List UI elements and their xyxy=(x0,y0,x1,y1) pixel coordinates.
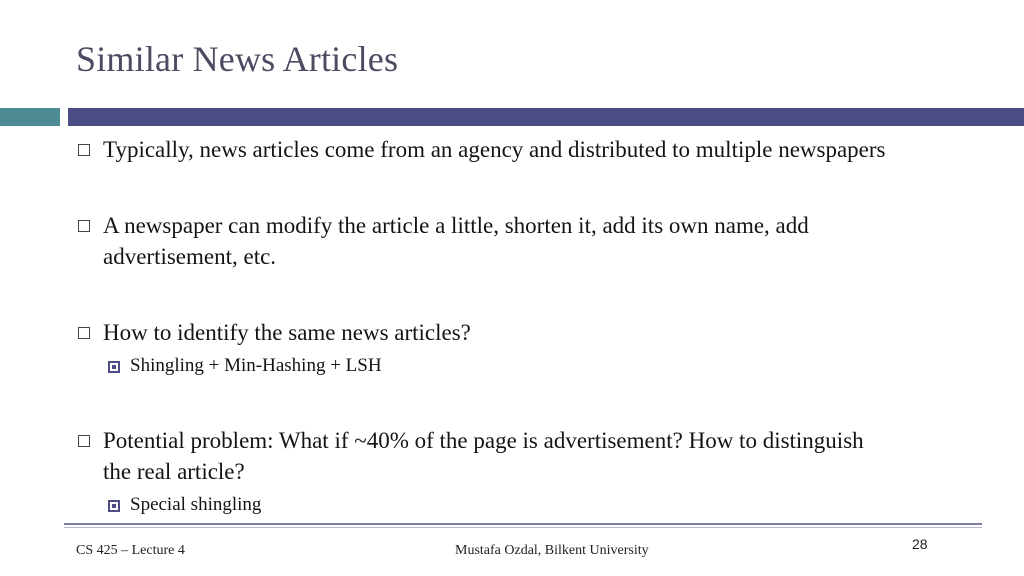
sub-bullet-box xyxy=(108,361,120,373)
sub-bullet-text-3: Shingling + Min-Hashing + LSH xyxy=(130,355,382,376)
footer-divider xyxy=(64,523,982,525)
bullet-box xyxy=(78,327,90,339)
title-bar xyxy=(68,108,1024,126)
bullet-text-2-line2: advertisement, etc. xyxy=(103,244,277,269)
sub-bullet-box xyxy=(108,500,120,512)
footer-author: Mustafa Ozdal, Bilkent University xyxy=(455,543,649,558)
bullet-text-3: How to identify the same news articles? xyxy=(103,320,471,345)
title-bar-accent xyxy=(0,108,60,126)
bullet-box xyxy=(78,220,90,232)
bullet-text-2-line1: A newspaper can modify the article a little, shorten it, add its own name, add xyxy=(103,213,809,238)
sub-bullet-text-4: Special shingling xyxy=(130,494,262,515)
bullet-text-4-line2: the real article? xyxy=(103,459,245,484)
footer-course: CS 425 – Lecture 4 xyxy=(76,543,185,558)
page-number: 28 xyxy=(912,536,928,552)
slide-title: Similar News Articles xyxy=(76,39,399,79)
footer-divider-thin xyxy=(64,527,982,528)
bullet-box xyxy=(78,144,90,156)
bullet-text-4-line1: Potential problem: What if ~40% of the page is advertisement? How to distinguish xyxy=(103,428,864,453)
bullet-box xyxy=(78,435,90,447)
bullet-text-1: Typically, news articles come from an agency and distributed to multiple newspapers xyxy=(103,137,886,162)
